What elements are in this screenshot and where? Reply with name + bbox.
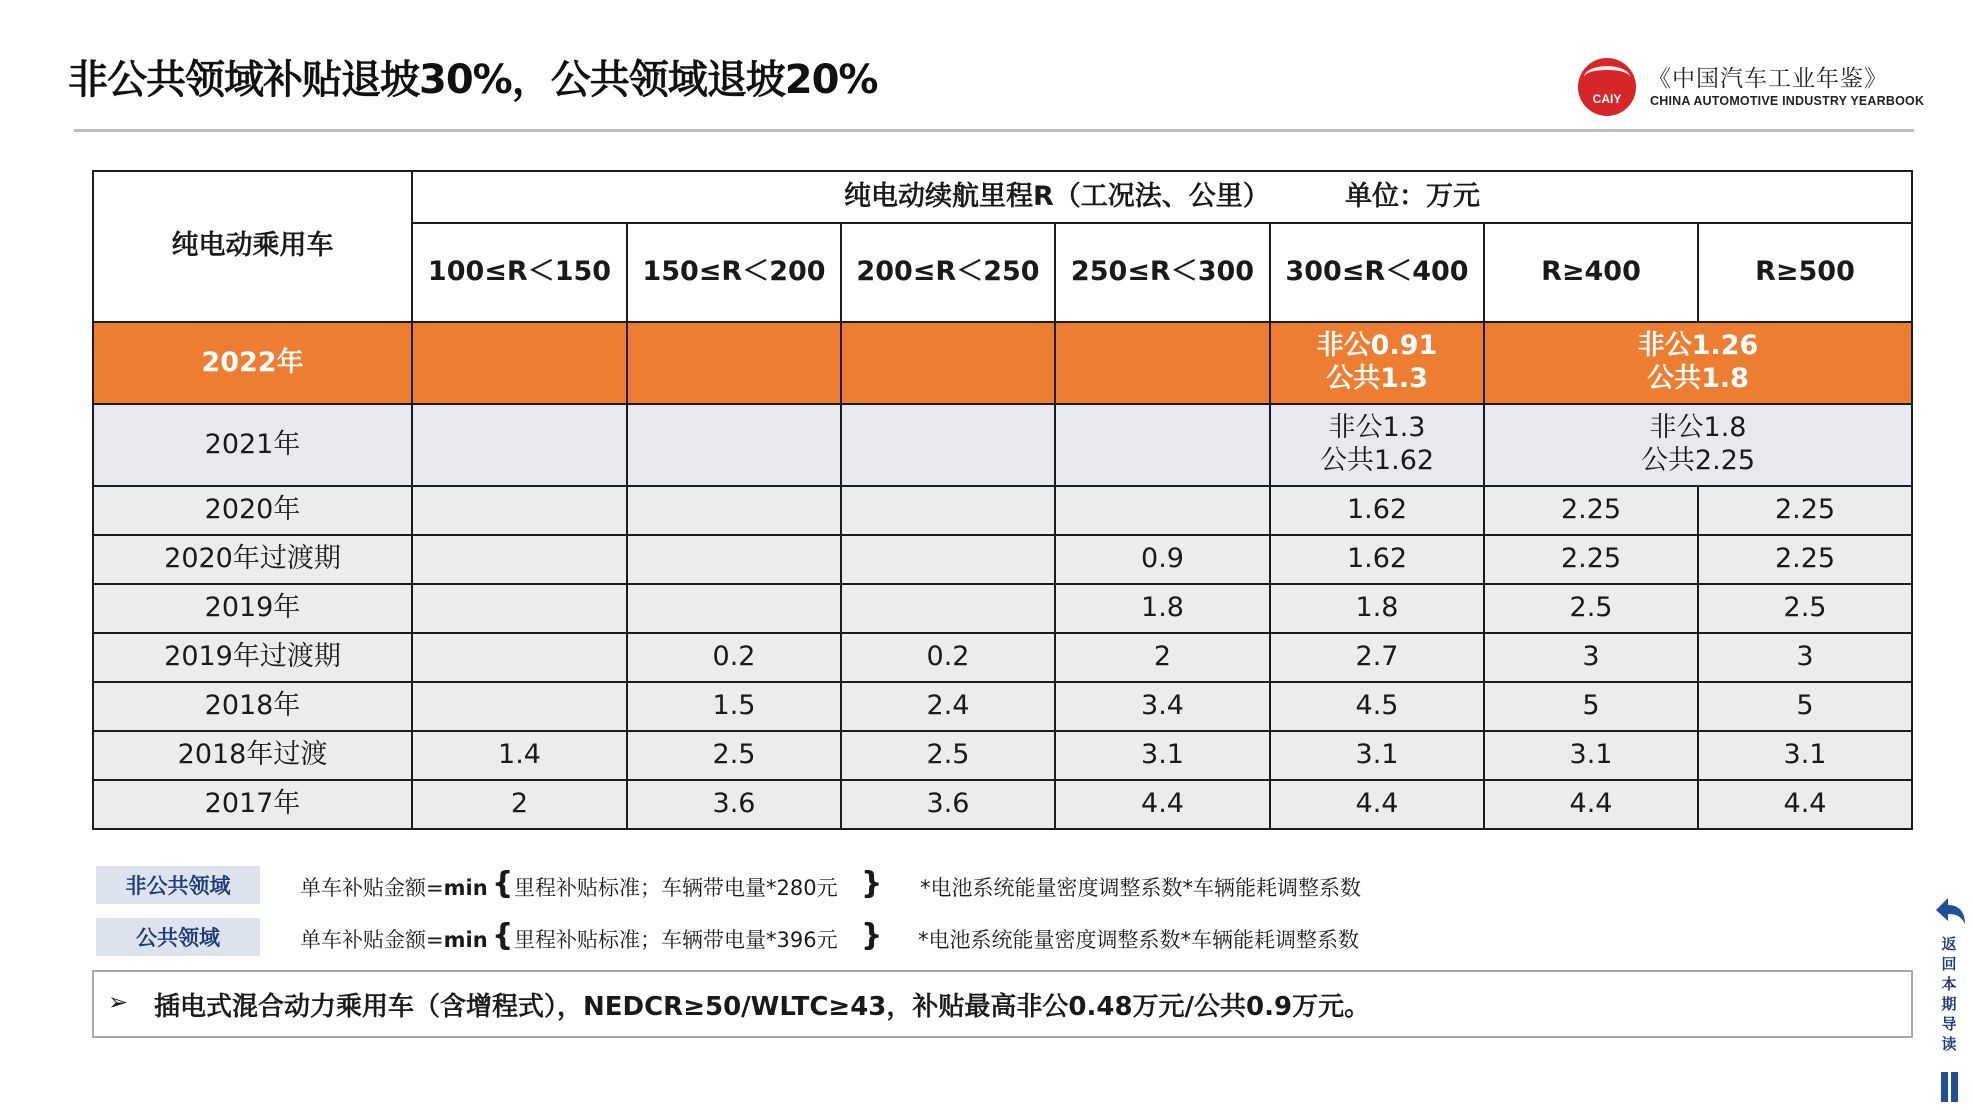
table-row xyxy=(93,633,1912,682)
table-cell: 3.6 xyxy=(841,780,1055,829)
table-row xyxy=(93,731,1912,780)
table-cell: 3 xyxy=(1698,633,1912,682)
table-row xyxy=(93,584,1912,633)
table-row xyxy=(93,535,1912,584)
table-cell xyxy=(1055,322,1270,404)
formula-tail: *电池系统能量密度调整系数*车辆能耗调整系数 xyxy=(920,876,1361,900)
column-header: 200≤R＜250 xyxy=(841,223,1055,322)
formula-prefix xyxy=(300,872,488,902)
table-cell: 2.5 xyxy=(841,731,1055,780)
table-cell: 4.4 xyxy=(1055,780,1270,829)
row-label: 2018年 xyxy=(93,682,412,731)
table-cell: 3.1 xyxy=(1484,731,1698,780)
table-cell: 1.8 xyxy=(1055,584,1270,633)
table-cell: 2 xyxy=(412,780,627,829)
table-row-2022 xyxy=(93,322,1912,404)
table-cell xyxy=(1484,322,1912,404)
back-arrow-icon[interactable] xyxy=(1932,894,1968,930)
row-label: 2018年过渡 xyxy=(93,731,412,780)
table-cell: 3 xyxy=(1484,633,1698,682)
back-to-guide-label[interactable]: 返回本期导读 xyxy=(1941,935,1957,1053)
table-cell: 1.62 xyxy=(1270,486,1484,535)
cell-line: 非公1.26 xyxy=(1637,330,1759,362)
table-cell: 4.4 xyxy=(1698,780,1912,829)
table-cell: 2.25 xyxy=(1698,486,1912,535)
column-header: 250≤R＜300 xyxy=(1055,223,1270,322)
table-cell: 2.7 xyxy=(1270,633,1484,682)
caiy-logo xyxy=(1578,58,1636,116)
note-text: 插电式混合动力乘用车（含增程式），NEDCR≥50/WLTC≥43，补贴最高非公0.48万元/公共0.9万元。 xyxy=(154,992,1371,1022)
row-label: 2017年 xyxy=(93,780,412,829)
table-cell xyxy=(627,404,841,486)
table-cell: 3.1 xyxy=(1055,731,1270,780)
brand-name-en: CHINA AUTOMOTIVE INDUSTRY YEARBOOK xyxy=(1650,94,1925,108)
table-cell: 5 xyxy=(1698,682,1912,731)
table-cell: 2.25 xyxy=(1484,486,1698,535)
table-cell xyxy=(412,633,627,682)
formula-prefix-text: 单车补贴金额= xyxy=(300,928,444,952)
nav-bars-icon[interactable] xyxy=(1940,1072,1960,1102)
table-cell: 0.9 xyxy=(1055,535,1270,584)
table-body xyxy=(93,486,1912,829)
table-cell: 0.2 xyxy=(627,633,841,682)
table-cell xyxy=(627,584,841,633)
table-cell xyxy=(412,535,627,584)
brand-block xyxy=(1578,56,1925,120)
brand-name-cn: 《中国汽车工业年鉴》 xyxy=(1648,66,1888,92)
formula-public xyxy=(96,918,1496,958)
table-cell: 2.25 xyxy=(1484,535,1698,584)
cell-line: 非公0.91 xyxy=(1316,330,1438,362)
formula-tag: 公共领域 xyxy=(96,918,260,956)
back-to-guide-nav[interactable] xyxy=(1930,894,1970,1104)
phev-note xyxy=(92,970,1913,1038)
table-cell xyxy=(1055,486,1270,535)
table-cell: 2.5 xyxy=(1698,584,1912,633)
column-header: R≥400 xyxy=(1484,223,1698,322)
range-header: 纯电动续航里程R（工况法、公里） 单位：万元 xyxy=(412,171,1912,223)
table-cell xyxy=(841,486,1055,535)
table-cell: 2.5 xyxy=(627,731,841,780)
logo-swoosh xyxy=(1584,66,1630,88)
table-cell: 2.4 xyxy=(841,682,1055,731)
column-header: 300≤R＜400 xyxy=(1270,223,1484,322)
table-cell xyxy=(627,535,841,584)
table-cell xyxy=(1270,404,1484,486)
table-cell: 3.6 xyxy=(627,780,841,829)
table-cell: 0.2 xyxy=(841,633,1055,682)
page-title: 非公共领域补贴退坡30%，公共领域退坡20% xyxy=(68,57,878,103)
table-cell: 4.4 xyxy=(1484,780,1698,829)
table-row xyxy=(93,682,1912,731)
formula-tail: *电池系统能量密度调整系数*车辆能耗调整系数 xyxy=(918,928,1359,952)
corner-header: 纯电动乘用车 xyxy=(93,171,412,322)
table-cell: 1.4 xyxy=(412,731,627,780)
cell-line: 公共2.25 xyxy=(1640,445,1756,476)
row-label: 2021年 xyxy=(93,404,412,486)
formula-prefix xyxy=(300,924,488,954)
formula-min: min xyxy=(443,928,488,952)
cell-line: 公共1.62 xyxy=(1319,445,1435,476)
table-cell xyxy=(412,682,627,731)
table-cell xyxy=(1055,404,1270,486)
row-label: 2019年 xyxy=(93,584,412,633)
logo-text: CAIY xyxy=(1592,92,1622,106)
brace-open: { xyxy=(492,866,514,901)
row-label: 2019年过渡期 xyxy=(93,633,412,682)
table-cell: 3.4 xyxy=(1055,682,1270,731)
table-cell xyxy=(412,584,627,633)
brace-open: { xyxy=(492,918,514,953)
table-cell xyxy=(841,404,1055,486)
cell-line: 非公1.3 xyxy=(1328,412,1426,444)
table-cell: 2.5 xyxy=(1484,584,1698,633)
table-row xyxy=(93,780,1912,829)
title-divider xyxy=(74,129,1914,132)
table-cell: 1.5 xyxy=(627,682,841,731)
table-cell xyxy=(841,584,1055,633)
table-cell xyxy=(841,322,1055,404)
row-label: 2020年 xyxy=(93,486,412,535)
cell-line: 公共1.3 xyxy=(1326,363,1428,394)
table-cell: 3.1 xyxy=(1270,731,1484,780)
column-header: 150≤R＜200 xyxy=(627,223,841,322)
table-cell xyxy=(627,322,841,404)
row-label: 2020年过渡期 xyxy=(93,535,412,584)
formula-prefix-text: 单车补贴金额= xyxy=(300,876,444,900)
table-cell xyxy=(412,486,627,535)
table-cell xyxy=(841,535,1055,584)
cell-line: 非公1.8 xyxy=(1649,412,1747,444)
subsidy-table xyxy=(92,170,1913,830)
table-row xyxy=(93,486,1912,535)
formula-non-public xyxy=(96,866,1496,906)
table-cell xyxy=(1270,322,1484,404)
table-cell xyxy=(1484,404,1912,486)
formula-body: 里程补贴标准；车辆带电量*396元 xyxy=(514,928,838,952)
table-cell: 1.8 xyxy=(1270,584,1484,633)
table-cell: 4.4 xyxy=(1270,780,1484,829)
brace-close: } xyxy=(861,918,883,953)
column-header: R≥500 xyxy=(1698,223,1912,322)
table-cell xyxy=(627,486,841,535)
arrow-bullet-icon: ➢ xyxy=(108,988,129,1016)
table-cell: 4.5 xyxy=(1270,682,1484,731)
column-header: 100≤R＜150 xyxy=(412,223,627,322)
table-cell xyxy=(412,404,627,486)
table-cell: 3.1 xyxy=(1698,731,1912,780)
table-cell xyxy=(412,322,627,404)
table-cell: 2.25 xyxy=(1698,535,1912,584)
table-row-2021 xyxy=(93,404,1912,486)
formula-body: 里程补贴标准；车辆带电量*280元 xyxy=(514,876,838,900)
row-label: 2022年 xyxy=(93,322,412,404)
formula-min: min xyxy=(443,876,488,900)
table-cell: 2 xyxy=(1055,633,1270,682)
table-cell: 5 xyxy=(1484,682,1698,731)
table-cell: 1.62 xyxy=(1270,535,1484,584)
cell-line: 公共1.8 xyxy=(1647,363,1749,394)
formula-tag: 非公共领域 xyxy=(96,866,260,904)
brace-close: } xyxy=(861,866,883,901)
